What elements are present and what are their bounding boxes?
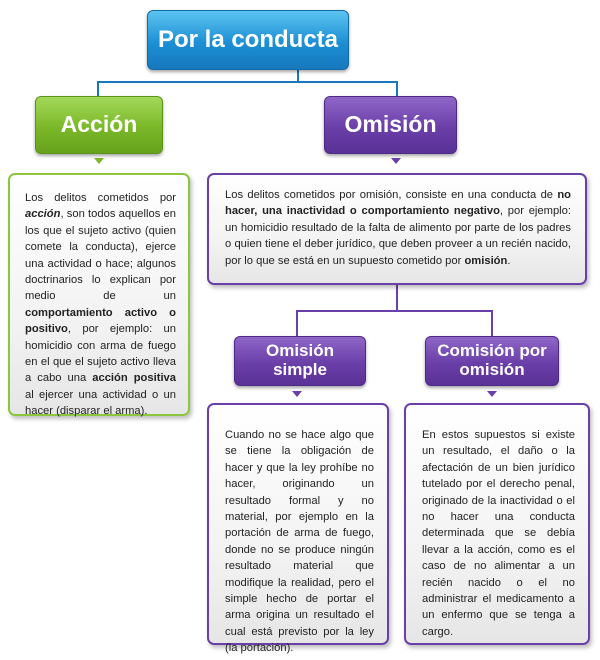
header-omision-simple: [234, 336, 366, 386]
accion-title: Acción: [60, 111, 138, 138]
text-segment: acción: [25, 208, 61, 221]
header-por-la-conducta: [147, 10, 349, 70]
accion-description-box: [8, 173, 190, 416]
omision-description: [225, 187, 571, 269]
arrow-comision-icon: [487, 391, 497, 397]
text-segment: , son todos aquellos en los que el sujeto activo (quien comete la conducta), ejerce una actividad o hace; algunos doctrinarios lo explican por medio de un: [25, 208, 176, 303]
omision-simple-description: Cuando no se hace algo que se tiene la obligación de hacer y que la ley prohíbe no hacer, originando un resultado formal y no material, por ejemplo en la portación de arma de fuego, donde no se produce ningún resultado material que modifique la realidad, pero el simple hecho de portar el arma origina un resultado el cual está previsto por la ley (la portación).: [225, 429, 374, 655]
arrow-omision-icon: [391, 158, 401, 164]
header-comision-por-omision: [425, 336, 559, 386]
arrow-accion-icon: [94, 158, 104, 164]
accion-description: [25, 190, 176, 420]
omision-description-box: [207, 173, 587, 285]
connector-to-omision-simple: [296, 310, 298, 336]
text-segment: , por ejemplo: un homicidio resultado de la falta de alimento por parte de los padres o quien tiene el deber jurídico, que deben proveer a un recién nacido, por lo que se está en un supuesto cometido por: [225, 205, 571, 267]
connector-to-accion: [97, 81, 99, 96]
text-segment: .: [507, 254, 511, 267]
text-segment: no hacer, una inactividad o comportamiento negativo: [225, 189, 571, 218]
connector-omision-down: [396, 285, 398, 311]
text-segment: Los delitos cometidos por omisión, consiste en una conducta de: [225, 189, 558, 201]
comision-description-box: [404, 403, 590, 645]
text-segment: al ejercer una actividad o un hacer (disparar el arma).: [25, 388, 176, 418]
omision-simple-title: Omisión simple: [265, 341, 334, 379]
text-segment: comportamiento activo o positivo: [25, 306, 176, 336]
text-segment: Los delitos cometidos por: [25, 192, 176, 204]
connector-to-comision: [491, 310, 493, 336]
text-segment: acción positiva: [92, 372, 176, 385]
text-segment: , por ejemplo: un homicidio con arma de fuego en el que el sujeto activo lleva a cabo una: [25, 323, 176, 385]
root-title: Por la conducta: [157, 25, 339, 53]
header-omision: [324, 96, 457, 154]
arrow-omision-simple-icon: [292, 391, 302, 397]
comision-title: Comisión por omisión: [437, 341, 547, 379]
connector-horizontal-top: [97, 81, 398, 83]
omision-simple-description-box: [207, 403, 389, 655]
text-segment: omisión: [464, 254, 508, 267]
connector-to-omision: [396, 81, 398, 96]
connector-horizontal-sub: [296, 310, 493, 312]
comision-description: En estos supuestos si existe un resultado, el daño o la afectación de un bien jurídico tutelado por el derecho penal, originado de la inactividad o el no hacer una conducta determinada que se debía llevar a la acción, como es el caso de no alimentar a un recién nacido o el no administrar el medicamento a un enfermo que se tenga a cargo.: [422, 429, 575, 638]
omision-title: Omisión: [344, 111, 437, 138]
header-accion: [35, 96, 163, 154]
